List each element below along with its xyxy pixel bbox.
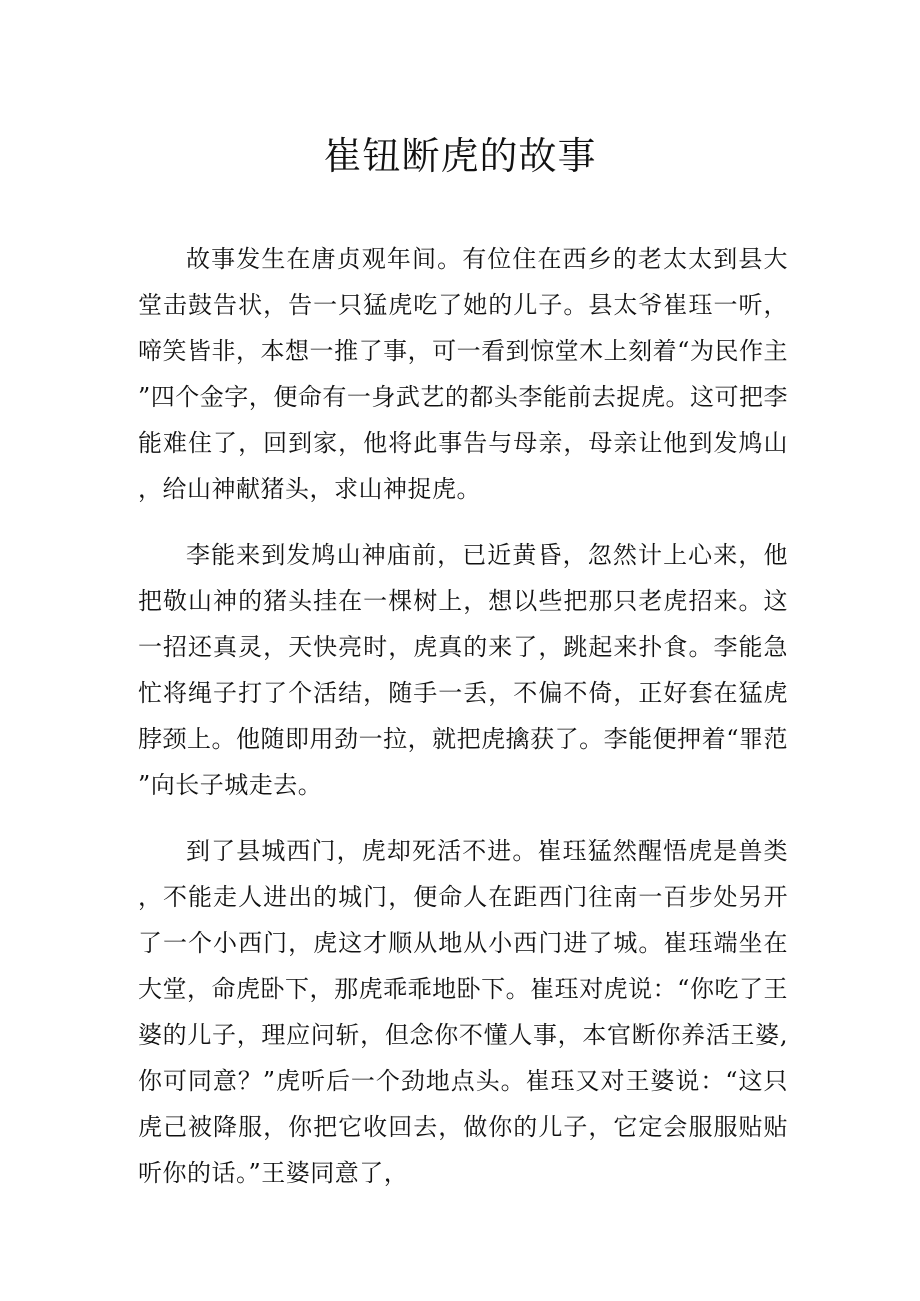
paragraph: 故事发生在唐贞观年间。有位住在西乡的老太太到县大堂击鼓告状，告一只猛虎吃了她的儿子。县太爷崔珏一听，啼笑皆非，本想一推了事，可一看到惊堂木上刻着“为民作主”四个金字，便命有一身武艺的都头李能前去捉虎。这可把李能难住了，回到家，他将此事告与母亲，母亲让他到发鸠山，给山神献猪头，求山神捉虎。 (138, 245, 788, 503)
paragraph: 到了县城西门，虎却死活不进。崔珏猛然醒悟虎是兽类，不能走人进出的城门，便命人在距西门往南一百步处另开了一个小西门，虎这才顺从地从小西门进了城。崔珏端坐在大堂，命虎卧下，那虎乖乖地卧下。崔珏对虎说：“你吃了王婆的儿子，理应问斩，但念你不懂人事，本官断你养活王婆,你可同意？”虎听后一个劲地点头。崔珏又对王婆说：“这只虎己被降服，你把它收回去，做你的儿子，它定会服服贴贴听你的话。”王婆同意了， (138, 837, 788, 1187)
paragraph: 李能来到发鸠山神庙前，已近黄昏，忽然计上心来，他把敬山神的猪头挂在一棵树上，想以些把那只老虎招来。这一招还真灵，天快亮时，虎真的来了，跳起来扑食。李能急忙将绳子打了个活结，随手一丢，不偏不倚，正好套在猛虎脖颈上。他随即用劲一拉，就把虎擒获了。李能便押着“罪范”向长子城走去。 (138, 541, 788, 799)
document-body (138, 236, 788, 1216)
document-title: 崔钮断虎的故事 (323, 134, 597, 178)
